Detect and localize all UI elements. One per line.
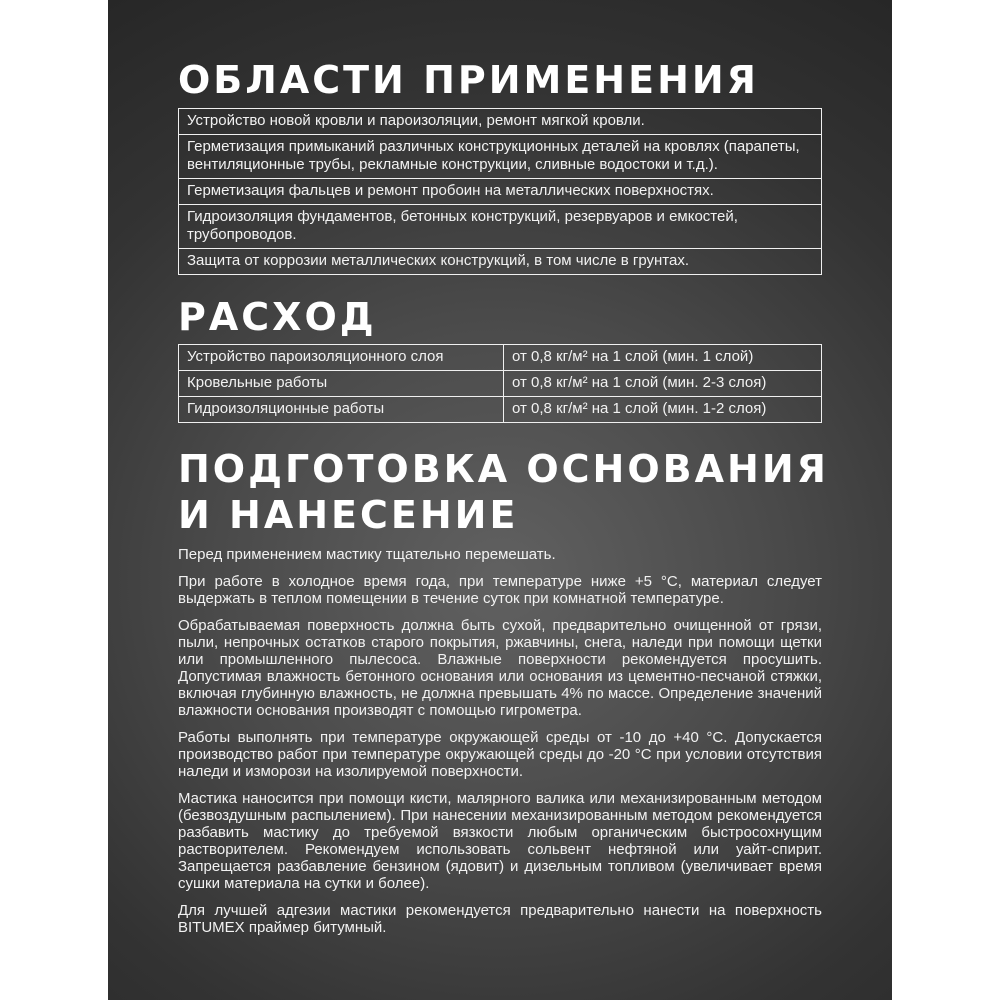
paragraph: Для лучшей адгезии мастики рекомендуется предварительно нанести на поверхность BITUMEX праймер битумный. bbox=[178, 902, 822, 936]
work-type-cell: Кровельные работы bbox=[179, 371, 504, 397]
application-item: Герметизация фальцев и ремонт пробоин на металлических поверхностях. bbox=[179, 179, 822, 205]
application-item: Гидроизоляция фундаментов, бетонных конструкций, резервуаров и емкостей, трубопроводов. bbox=[179, 205, 822, 249]
consumption-section bbox=[178, 294, 822, 340]
preparation-heading-line1: ПОДГОТОВКА ОСНОВАНИЯ bbox=[178, 447, 829, 491]
paragraph: Мастика наносится при помощи кисти, малярного валика или механизированным методом (безвоздушным распылением). При нанесении механизированным методом рекомендуется разбавить мастику до требуемой вязкости любым органическим быстросохнущим растворителем. Рекомендуем использовать сольвент нефтяной или уайт-спирит. Запрещается разбавление бензином (ядовит) и дизельным топливом (увеличивает время сушки материала на сутки и более). bbox=[178, 790, 822, 892]
table-row bbox=[179, 345, 822, 371]
rate-cell: от 0,8 кг/м² на 1 слой (мин. 1-2 слоя) bbox=[504, 397, 822, 423]
info-sheet bbox=[108, 0, 892, 1000]
applications-table-wrap bbox=[178, 108, 822, 275]
work-type-cell: Устройство пароизоляционного слоя bbox=[179, 345, 504, 371]
table-row bbox=[179, 371, 822, 397]
paragraph: Обрабатываемая поверхность должна быть сухой, предварительно очищенной от грязи, пыли, непрочных остатков старого покрытия, ржавчины, снега, наледи при помощи щетки или промышленного пылесоса. Влажные поверхности рекомендуется просушить. Допустимая влажность бетонного основания или основания из цементно-песчаной стяжки, включая глубинную влажность, не должна превышать 4% по массе. Определение значений влажности основания производят с помощью гигрометра. bbox=[178, 617, 822, 719]
rate-cell: от 0,8 кг/м² на 1 слой (мин. 1 слой) bbox=[504, 345, 822, 371]
paragraph: При работе в холодное время года, при температуре ниже +5 °С, материал следует выдержать в теплом помещении в течение суток при комнатной температуре. bbox=[178, 573, 822, 607]
application-item: Устройство новой кровли и пароизоляции, ремонт мягкой кровли. bbox=[179, 109, 822, 135]
work-type-cell: Гидроизоляционные работы bbox=[179, 397, 504, 423]
consumption-table bbox=[178, 344, 822, 423]
preparation-heading-line2: И НАНЕСЕНИЕ bbox=[178, 493, 519, 537]
table-row bbox=[179, 179, 822, 205]
table-row bbox=[179, 249, 822, 275]
table-row bbox=[179, 397, 822, 423]
table-row bbox=[179, 135, 822, 179]
application-item: Герметизация примыканий различных конструкционных деталей на кровлях (парапеты, вентиляционные трубы, рекламные конструкции, сливные водостоки и т.д.). bbox=[179, 135, 822, 179]
table-row bbox=[179, 109, 822, 135]
paragraph: Перед применением мастику тщательно перемешать. bbox=[178, 546, 556, 563]
consumption-table-wrap bbox=[178, 344, 822, 423]
preparation-text bbox=[178, 546, 822, 946]
applications-heading: ОБЛАСТИ ПРИМЕНЕНИЯ bbox=[178, 58, 759, 102]
application-item: Защита от коррозии металлических конструкций, в том числе в грунтах. bbox=[179, 249, 822, 275]
paragraph: Работы выполнять при температуре окружающей среды от -10 до +40 °С. Допускается производство работ при температуре окружающей среды до -20 °С при условии отсутствия наледи и изморози на изолируемой поверхности. bbox=[178, 729, 822, 780]
preparation-section bbox=[178, 446, 829, 538]
table-row bbox=[179, 205, 822, 249]
rate-cell: от 0,8 кг/м² на 1 слой (мин. 2-3 слоя) bbox=[504, 371, 822, 397]
applications-section bbox=[178, 57, 822, 103]
consumption-heading: РАСХОД bbox=[178, 295, 377, 339]
applications-table bbox=[178, 108, 822, 275]
